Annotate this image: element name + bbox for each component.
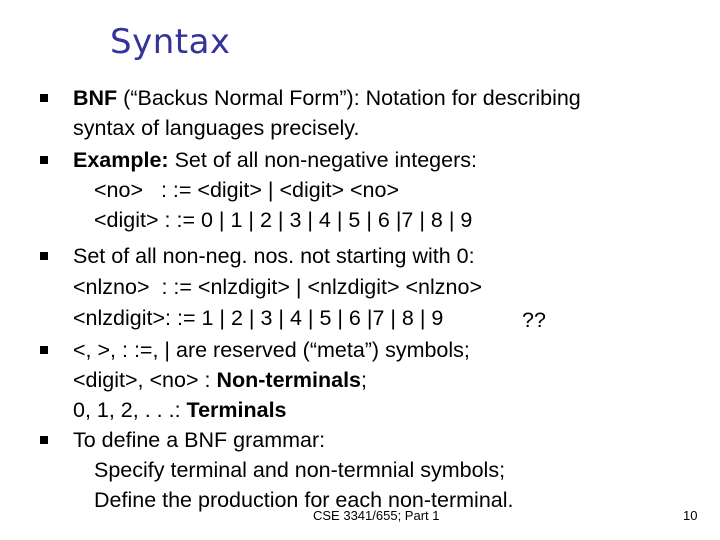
bnf-rule	[94, 210, 472, 232]
line-text: <digit> : := 0 | 1 | 2 | 3 | 4 | 5 | 6 |7 | 8 | 9	[94, 208, 473, 232]
footer-course-label: CSE 3341/655; Part 1	[313, 508, 440, 523]
line-text: Set of all non-neg. nos. not starting with 0:	[73, 244, 475, 268]
line-text: <no> : := <digit> | <digit> <no>	[94, 178, 400, 202]
slide-title: Syntax	[110, 22, 231, 62]
page-number: 10	[683, 508, 698, 523]
question-marks: ??	[522, 308, 546, 332]
line-text: <nlzdigit>: := 1 | 2 | 3 | 4 | 5 | 6 |7 | 8 | 9	[73, 306, 444, 330]
line-text: Specify terminal and non-termnial symbols;	[94, 458, 506, 482]
line-text: Define the production for each non-terminal.	[94, 488, 514, 512]
bullet-line	[73, 370, 367, 392]
bullet-line	[94, 490, 514, 512]
line-text: <nlzno> : := <nlzdigit> | <nlzdigit> <nlzno>	[73, 275, 482, 299]
bnf-rule	[73, 308, 443, 330]
bnf-rule	[94, 180, 399, 202]
bullet-square-icon	[40, 436, 48, 444]
bullet-square-icon	[40, 252, 48, 260]
bold-term: Example:	[73, 148, 169, 172]
bullet-line	[94, 460, 505, 482]
bullet-square-icon	[40, 346, 48, 354]
line-text: To define a BNF grammar:	[73, 428, 326, 452]
bold-term: Terminals	[186, 398, 287, 422]
bullet-line	[73, 246, 475, 268]
bullet-line	[73, 118, 359, 140]
bnf-rule	[73, 277, 482, 299]
bullet-line	[73, 400, 287, 422]
bullet-square-icon	[40, 156, 48, 164]
bullet-line	[73, 150, 477, 172]
bold-term: BNF	[73, 86, 118, 110]
line-text: <digit>, <no> :	[73, 368, 217, 392]
bold-term: Non-terminals	[216, 368, 362, 392]
bullet-line	[73, 88, 581, 110]
line-text: <, >, : :=, | are reserved (“meta”) symbols;	[73, 338, 470, 362]
bullet-square-icon	[40, 94, 48, 102]
line-text: 0, 1, 2, . . .:	[73, 398, 187, 422]
line-text: Set of all non-negative integers:	[168, 148, 477, 172]
line-text: syntax of languages precisely.	[73, 116, 360, 140]
line-text: ;	[361, 368, 367, 392]
line-text: (“Backus Normal Form”): Notation for describing	[117, 86, 581, 110]
bullet-line	[73, 430, 325, 452]
bullet-line	[73, 340, 470, 362]
